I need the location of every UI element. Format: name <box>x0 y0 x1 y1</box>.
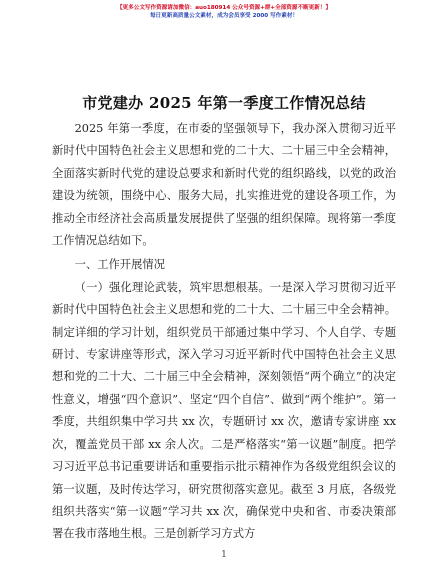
promo-banner <box>0 4 448 20</box>
section-heading: 一、工作开展情况 <box>74 258 165 272</box>
promo-banner-line-2: 每日更新高质量公文素材，成为会员享受 2000 写作素材！ <box>149 13 299 19</box>
document-body <box>52 118 396 546</box>
intro-paragraph: 2025 年第一季度，在市委的坚强领导下，我办深入贯彻习近平新时代中国特色社会主义思想和党的二十大、二十届三中全会精神，全面落实新时代党的建设总要求和新时代党的组织路线，以党的政治建设为统领，围绕中心、服务大局，扎实推进党的建设各项工作，为推动全市经济社会高质量发展提供了坚强的组织保障。现将第一季度工作情况总结如下。 <box>52 122 396 248</box>
page-number: 1 <box>221 550 227 560</box>
body-paragraph: （一）强化理论武装，筑牢思想根基。一是深入学习贯彻习近平新时代中国特色社会主义思想和党的二十大、二十届三中全会精神。制定详细的学习计划，组织党员干部通过集中学习、个人自学、专题研讨、专家讲座等形式，深入学习习近平新时代中国特色社会主义思想和党的二十大、二十届三中全会精神，深刻领悟“两个确立”的决定性意义，增强“四个意识”、坚定“四个自信”、做到“两个维护”。第一季度，共组织集中学习共 xx 次，专题研讨 xx 次，邀请专家讲座 xx 次，覆盖党员干部 xx 余人次。二是严格落实“第一议题”制度。把学习习近平总书记重要讲话和重要指示批示精神作为各级党组织会议的第一议题，及时传达学习，研究贯彻落实意见。截至 3 月底，各级党组织共落实“第一议题”学习共 xx 次，确保党中央和省、市委决策部署在我市落地生根。三是创新学习方式方 <box>52 280 396 541</box>
document-title: 市党建办 2025 年第一季度工作情况总结 <box>82 94 366 112</box>
promo-banner-line-1: 【更多公文写作资源请加微信：auo180914 公众号资源+群+全部资源不断更新！】 <box>116 5 332 11</box>
